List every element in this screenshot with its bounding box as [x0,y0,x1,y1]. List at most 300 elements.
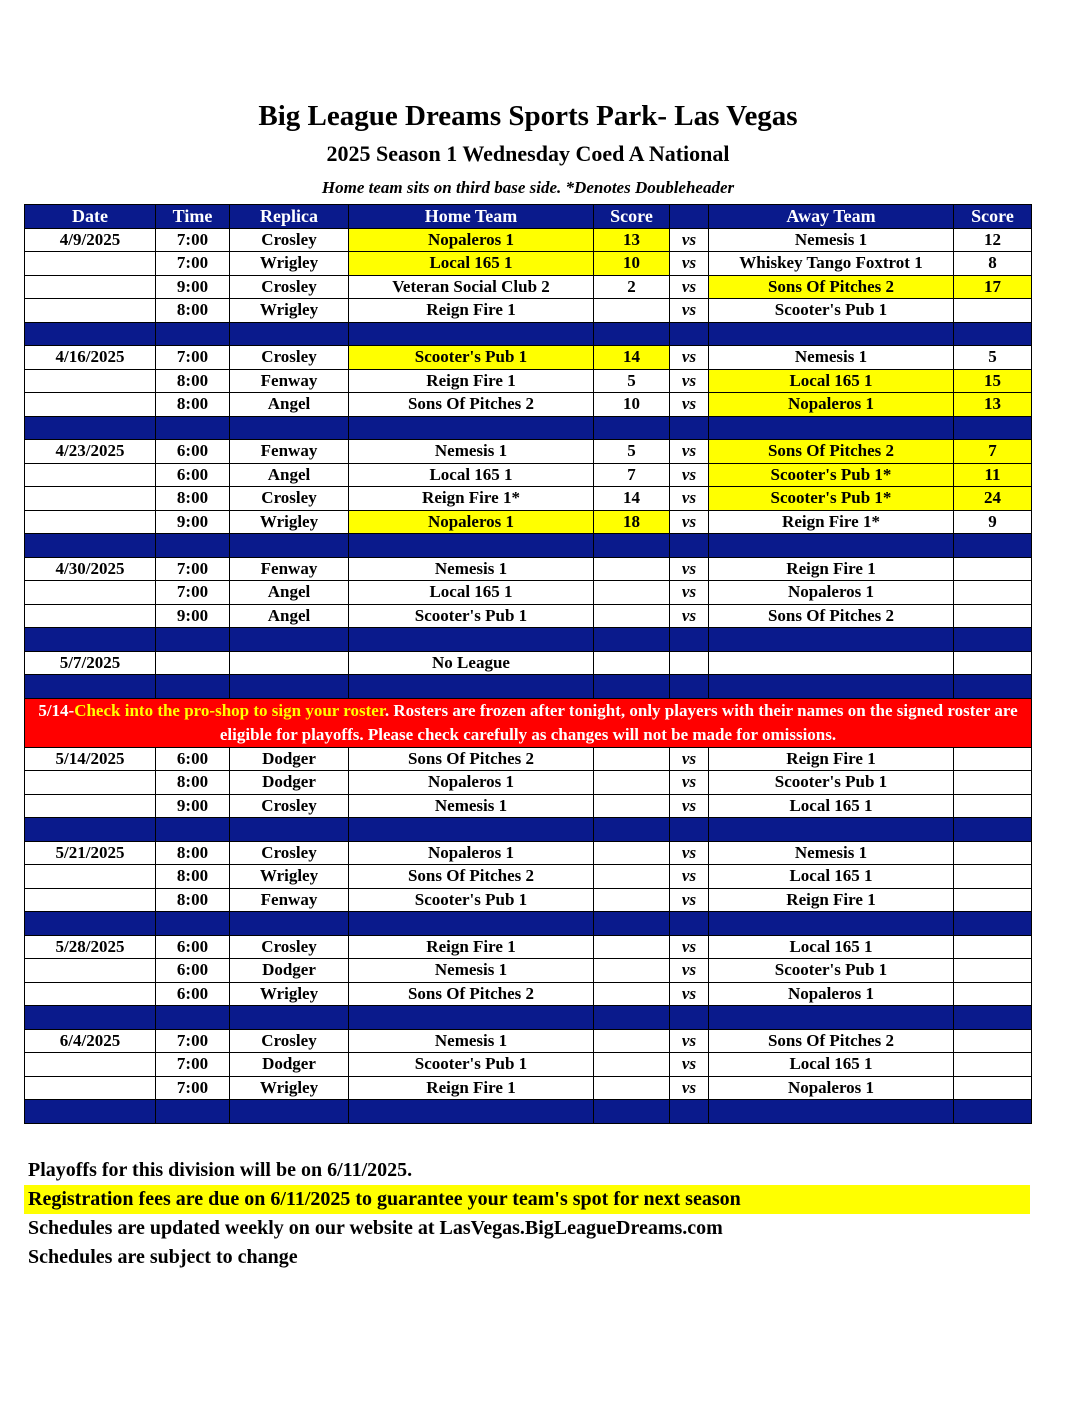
game-row [25,982,1032,1006]
date-cell [25,1076,156,1100]
separator-cell [156,675,230,699]
away-score-cell: 12 [954,228,1032,252]
home-score-cell [594,794,670,818]
time-cell: 8:00 [156,865,230,889]
time-cell: 6:00 [156,463,230,487]
separator-cell [670,675,709,699]
home-team-cell: Scooter's Pub 1 [349,604,594,628]
separator-cell [954,675,1032,699]
game-row [25,299,1032,323]
date-cell [25,581,156,605]
date-cell: 4/9/2025 [25,228,156,252]
time-cell: 6:00 [156,935,230,959]
replica-cell: Angel [230,393,349,417]
away-score-cell [954,581,1032,605]
home-team-cell: Nemesis 1 [349,794,594,818]
no-league-label: No League [349,651,594,675]
separator-cell [230,416,349,440]
game-row [25,794,1032,818]
vs-cell: vs [670,771,709,795]
empty-cell [954,651,1032,675]
game-row [25,841,1032,865]
away-team-cell: Local 165 1 [709,369,954,393]
notice-date: 5/14- [38,700,75,720]
separator-cell [25,818,156,842]
away-team-cell: Scooter's Pub 1 [709,299,954,323]
separator-cell [156,322,230,346]
game-row [25,440,1032,464]
notice-highlight: Check into the pro-shop to sign your roster [74,700,385,720]
home-team-cell: Nopaleros 1 [349,841,594,865]
time-cell: 6:00 [156,982,230,1006]
no-league-row [25,651,1032,675]
home-score-cell [594,581,670,605]
date-cell [25,369,156,393]
away-score-cell [954,841,1032,865]
vs-cell: vs [670,346,709,370]
col-away-team: Away Team [709,205,954,229]
game-row [25,771,1032,795]
separator-cell [954,912,1032,936]
separator-cell [594,1100,670,1124]
away-team-cell: Scooter's Pub 1 [709,771,954,795]
game-row [25,604,1032,628]
vs-cell: vs [670,888,709,912]
separator-cell [954,1006,1032,1030]
time-cell: 8:00 [156,841,230,865]
away-score-cell [954,557,1032,581]
away-team-cell: Local 165 1 [709,1053,954,1077]
game-row [25,510,1032,534]
time-cell: 7:00 [156,557,230,581]
away-team-cell: Sons Of Pitches 2 [709,604,954,628]
away-team-cell: Reign Fire 1* [709,510,954,534]
col-time: Time [156,205,230,229]
vs-cell: vs [670,794,709,818]
time-cell: 7:00 [156,581,230,605]
away-score-cell: 7 [954,440,1032,464]
col-date: Date [25,205,156,229]
replica-cell: Wrigley [230,982,349,1006]
home-score-cell [594,935,670,959]
home-team-cell: Nemesis 1 [349,959,594,983]
separator-cell [670,322,709,346]
col-replica: Replica [230,205,349,229]
game-row [25,865,1032,889]
separator-cell [594,534,670,558]
home-team-cell: Reign Fire 1 [349,1076,594,1100]
replica-cell: Dodger [230,747,349,771]
date-cell [25,865,156,889]
away-score-cell [954,604,1032,628]
time-cell: 8:00 [156,393,230,417]
time-cell: 6:00 [156,747,230,771]
replica-cell: Crosley [230,1029,349,1053]
time-cell: 9:00 [156,510,230,534]
time-cell: 9:00 [156,794,230,818]
replica-cell: Crosley [230,228,349,252]
col-vs [670,205,709,229]
away-score-cell [954,959,1032,983]
replica-cell: Fenway [230,369,349,393]
date-cell [25,463,156,487]
replica-cell: Angel [230,581,349,605]
away-score-cell [954,1076,1032,1100]
home-team-cell: Veteran Social Club 2 [349,275,594,299]
date-cell [25,487,156,511]
vs-cell: vs [670,982,709,1006]
col-home-score: Score [594,205,670,229]
date-cell [25,771,156,795]
week-separator [25,534,1032,558]
time-cell: 7:00 [156,1029,230,1053]
date-cell: 5/14/2025 [25,747,156,771]
replica-cell: Crosley [230,275,349,299]
replica-cell: Fenway [230,557,349,581]
vs-cell: vs [670,935,709,959]
home-team-cell: Reign Fire 1 [349,369,594,393]
replica-cell: Dodger [230,1053,349,1077]
separator-cell [709,534,954,558]
separator-cell [349,1100,594,1124]
date-cell: 5/28/2025 [25,935,156,959]
vs-cell: vs [670,252,709,276]
game-row [25,228,1032,252]
away-team-cell: Nopaleros 1 [709,1076,954,1100]
time-cell: 7:00 [156,228,230,252]
date-cell: 4/23/2025 [25,440,156,464]
separator-cell [954,628,1032,652]
separator-cell [349,1006,594,1030]
separator-cell [954,1100,1032,1124]
separator-cell [156,1100,230,1124]
date-cell [25,275,156,299]
time-cell: 8:00 [156,369,230,393]
schedule-table [24,204,1032,1124]
vs-cell: vs [670,1029,709,1053]
separator-cell [349,818,594,842]
home-score-cell [594,771,670,795]
replica-cell: Crosley [230,487,349,511]
separator-cell [670,1006,709,1030]
time-cell: 8:00 [156,299,230,323]
vs-cell: vs [670,440,709,464]
vs-cell: vs [670,959,709,983]
vs-cell: vs [670,275,709,299]
separator-cell [349,675,594,699]
time-cell: 8:00 [156,487,230,511]
away-score-cell [954,982,1032,1006]
separator-cell [25,1100,156,1124]
separator-cell [349,416,594,440]
date-cell: 6/4/2025 [25,1029,156,1053]
separator-cell [709,818,954,842]
table-header-row [25,205,1032,229]
replica-cell: Angel [230,604,349,628]
game-row [25,888,1032,912]
separator-cell [230,1100,349,1124]
separator-cell [156,416,230,440]
game-row [25,252,1032,276]
home-team-cell: Nopaleros 1 [349,228,594,252]
game-row [25,393,1032,417]
home-score-cell [594,865,670,889]
home-score-cell [594,982,670,1006]
separator-cell [230,628,349,652]
vs-cell: vs [670,604,709,628]
away-team-cell: Nopaleros 1 [709,581,954,605]
separator-cell [230,675,349,699]
week-separator [25,818,1032,842]
home-score-cell: 10 [594,393,670,417]
week-separator [25,675,1032,699]
away-score-cell [954,865,1032,889]
time-cell: 6:00 [156,440,230,464]
page-subtitle: 2025 Season 1 Wednesday Coed A National [326,141,730,166]
game-row [25,1076,1032,1100]
away-team-cell: Sons Of Pitches 2 [709,1029,954,1053]
replica-cell: Wrigley [230,1076,349,1100]
replica-cell: Crosley [230,935,349,959]
schedule-note: Home team sits on third base side. *Denotes Doubleheader [321,178,735,197]
page-title: Big League Dreams Sports Park- Las Vegas [258,100,798,132]
vs-cell: vs [670,299,709,323]
date-cell [25,252,156,276]
empty-cell [670,651,709,675]
separator-cell [594,1006,670,1030]
home-team-cell: Local 165 1 [349,581,594,605]
vs-cell: vs [670,747,709,771]
week-separator [25,912,1032,936]
separator-cell [954,534,1032,558]
away-team-cell: Nopaleros 1 [709,393,954,417]
home-team-cell: Reign Fire 1 [349,935,594,959]
home-team-cell: Sons Of Pitches 2 [349,747,594,771]
replica-cell: Crosley [230,794,349,818]
separator-cell [709,628,954,652]
away-team-cell: Scooter's Pub 1* [709,463,954,487]
away-score-cell [954,888,1032,912]
home-score-cell: 5 [594,440,670,464]
separator-cell [670,416,709,440]
date-cell [25,604,156,628]
separator-cell [954,322,1032,346]
home-team-cell: Scooter's Pub 1 [349,346,594,370]
home-team-cell: Nemesis 1 [349,440,594,464]
separator-cell [670,1100,709,1124]
replica-cell [230,651,349,675]
date-cell: 5/7/2025 [25,651,156,675]
home-score-cell: 18 [594,510,670,534]
date-cell [25,888,156,912]
away-team-cell: Nemesis 1 [709,346,954,370]
game-row [25,275,1032,299]
separator-cell [670,818,709,842]
replica-cell: Wrigley [230,865,349,889]
away-score-cell [954,935,1032,959]
vs-cell: vs [670,463,709,487]
vs-cell: vs [670,557,709,581]
away-team-cell: Sons Of Pitches 2 [709,440,954,464]
separator-cell [594,322,670,346]
away-team-cell: Nemesis 1 [709,228,954,252]
time-cell: 8:00 [156,771,230,795]
week-separator [25,322,1032,346]
separator-cell [594,818,670,842]
away-score-cell: 5 [954,346,1032,370]
separator-cell [594,675,670,699]
roster-notice-text [25,698,1032,747]
game-row [25,346,1032,370]
date-cell [25,982,156,1006]
away-team-cell: Scooter's Pub 1 [709,959,954,983]
home-score-cell [594,888,670,912]
away-team-cell: Scooter's Pub 1* [709,487,954,511]
time-cell: 7:00 [156,1076,230,1100]
separator-cell [25,1006,156,1030]
time-cell: 9:00 [156,604,230,628]
date-cell [25,393,156,417]
date-cell: 4/30/2025 [25,557,156,581]
replica-cell: Wrigley [230,299,349,323]
separator-cell [230,912,349,936]
separator-cell [709,675,954,699]
date-cell [25,510,156,534]
separator-cell [230,818,349,842]
separator-cell [709,1006,954,1030]
replica-cell: Crosley [230,841,349,865]
game-row [25,1053,1032,1077]
game-row [25,935,1032,959]
away-score-cell [954,299,1032,323]
away-team-cell: Reign Fire 1 [709,888,954,912]
separator-cell [349,912,594,936]
separator-cell [230,1006,349,1030]
away-team-cell: Local 165 1 [709,935,954,959]
schedule-body [25,228,1032,1123]
home-team-cell: Scooter's Pub 1 [349,1053,594,1077]
home-team-cell: Local 165 1 [349,252,594,276]
separator-cell [594,628,670,652]
separator-cell [156,912,230,936]
away-team-cell: Nemesis 1 [709,841,954,865]
home-team-cell: Nopaleros 1 [349,771,594,795]
date-cell [25,794,156,818]
home-score-cell: 7 [594,463,670,487]
time-cell: 9:00 [156,275,230,299]
roster-notice [25,698,1032,747]
separator-cell [230,534,349,558]
home-score-cell [594,557,670,581]
week-separator [25,416,1032,440]
game-row [25,557,1032,581]
vs-cell: vs [670,487,709,511]
week-separator [25,628,1032,652]
game-row [25,463,1032,487]
home-score-cell [594,747,670,771]
time-cell [156,651,230,675]
home-team-cell: Local 165 1 [349,463,594,487]
separator-cell [954,416,1032,440]
home-score-cell [594,1053,670,1077]
separator-cell [230,322,349,346]
away-team-cell: Nopaleros 1 [709,982,954,1006]
separator-cell [709,912,954,936]
separator-cell [156,628,230,652]
separator-cell [25,322,156,346]
date-cell: 4/16/2025 [25,346,156,370]
separator-cell [670,912,709,936]
away-score-cell [954,1029,1032,1053]
home-team-cell: Nemesis 1 [349,1029,594,1053]
away-score-cell: 24 [954,487,1032,511]
game-row [25,959,1032,983]
separator-cell [954,818,1032,842]
home-score-cell [594,959,670,983]
playoffs-note: Playoffs for this division will be on 6/11/2025. [28,1159,413,1181]
away-score-cell [954,794,1032,818]
separator-cell [594,416,670,440]
week-separator [25,1100,1032,1124]
time-cell: 7:00 [156,1053,230,1077]
separator-cell [25,534,156,558]
date-cell [25,299,156,323]
away-team-cell: Local 165 1 [709,794,954,818]
separator-cell [594,912,670,936]
replica-cell: Dodger [230,959,349,983]
away-team-cell: Local 165 1 [709,865,954,889]
time-cell: 7:00 [156,346,230,370]
replica-cell: Dodger [230,771,349,795]
vs-cell: vs [670,841,709,865]
notice-rest: . Rosters are frozen after tonight, only players with their names on the signed roster are eligible for playoffs. Please check carefully as changes will not be made for omissions. [219,700,1018,744]
away-team-cell: Whiskey Tango Foxtrot 1 [709,252,954,276]
home-score-cell: 13 [594,228,670,252]
away-team-cell: Reign Fire 1 [709,747,954,771]
home-score-cell [594,604,670,628]
home-score-cell [594,1029,670,1053]
time-cell: 8:00 [156,888,230,912]
vs-cell: vs [670,228,709,252]
away-score-cell [954,771,1032,795]
game-row [25,1029,1032,1053]
home-team-cell: Reign Fire 1* [349,487,594,511]
vs-cell: vs [670,393,709,417]
home-score-cell: 10 [594,252,670,276]
separator-cell [156,1006,230,1030]
replica-cell: Wrigley [230,252,349,276]
separator-cell [156,534,230,558]
separator-cell [156,818,230,842]
separator-cell [349,534,594,558]
date-cell [25,959,156,983]
home-score-cell [594,299,670,323]
home-score-cell: 14 [594,487,670,511]
separator-cell [670,628,709,652]
vs-cell: vs [670,865,709,889]
home-score-cell: 2 [594,275,670,299]
away-score-cell [954,1053,1032,1077]
empty-cell [594,651,670,675]
home-team-cell: Sons Of Pitches 2 [349,393,594,417]
game-row [25,369,1032,393]
separator-cell [670,534,709,558]
replica-cell: Fenway [230,440,349,464]
home-score-cell [594,1076,670,1100]
away-score-cell: 11 [954,463,1032,487]
col-home-team: Home Team [349,205,594,229]
away-score-cell: 9 [954,510,1032,534]
